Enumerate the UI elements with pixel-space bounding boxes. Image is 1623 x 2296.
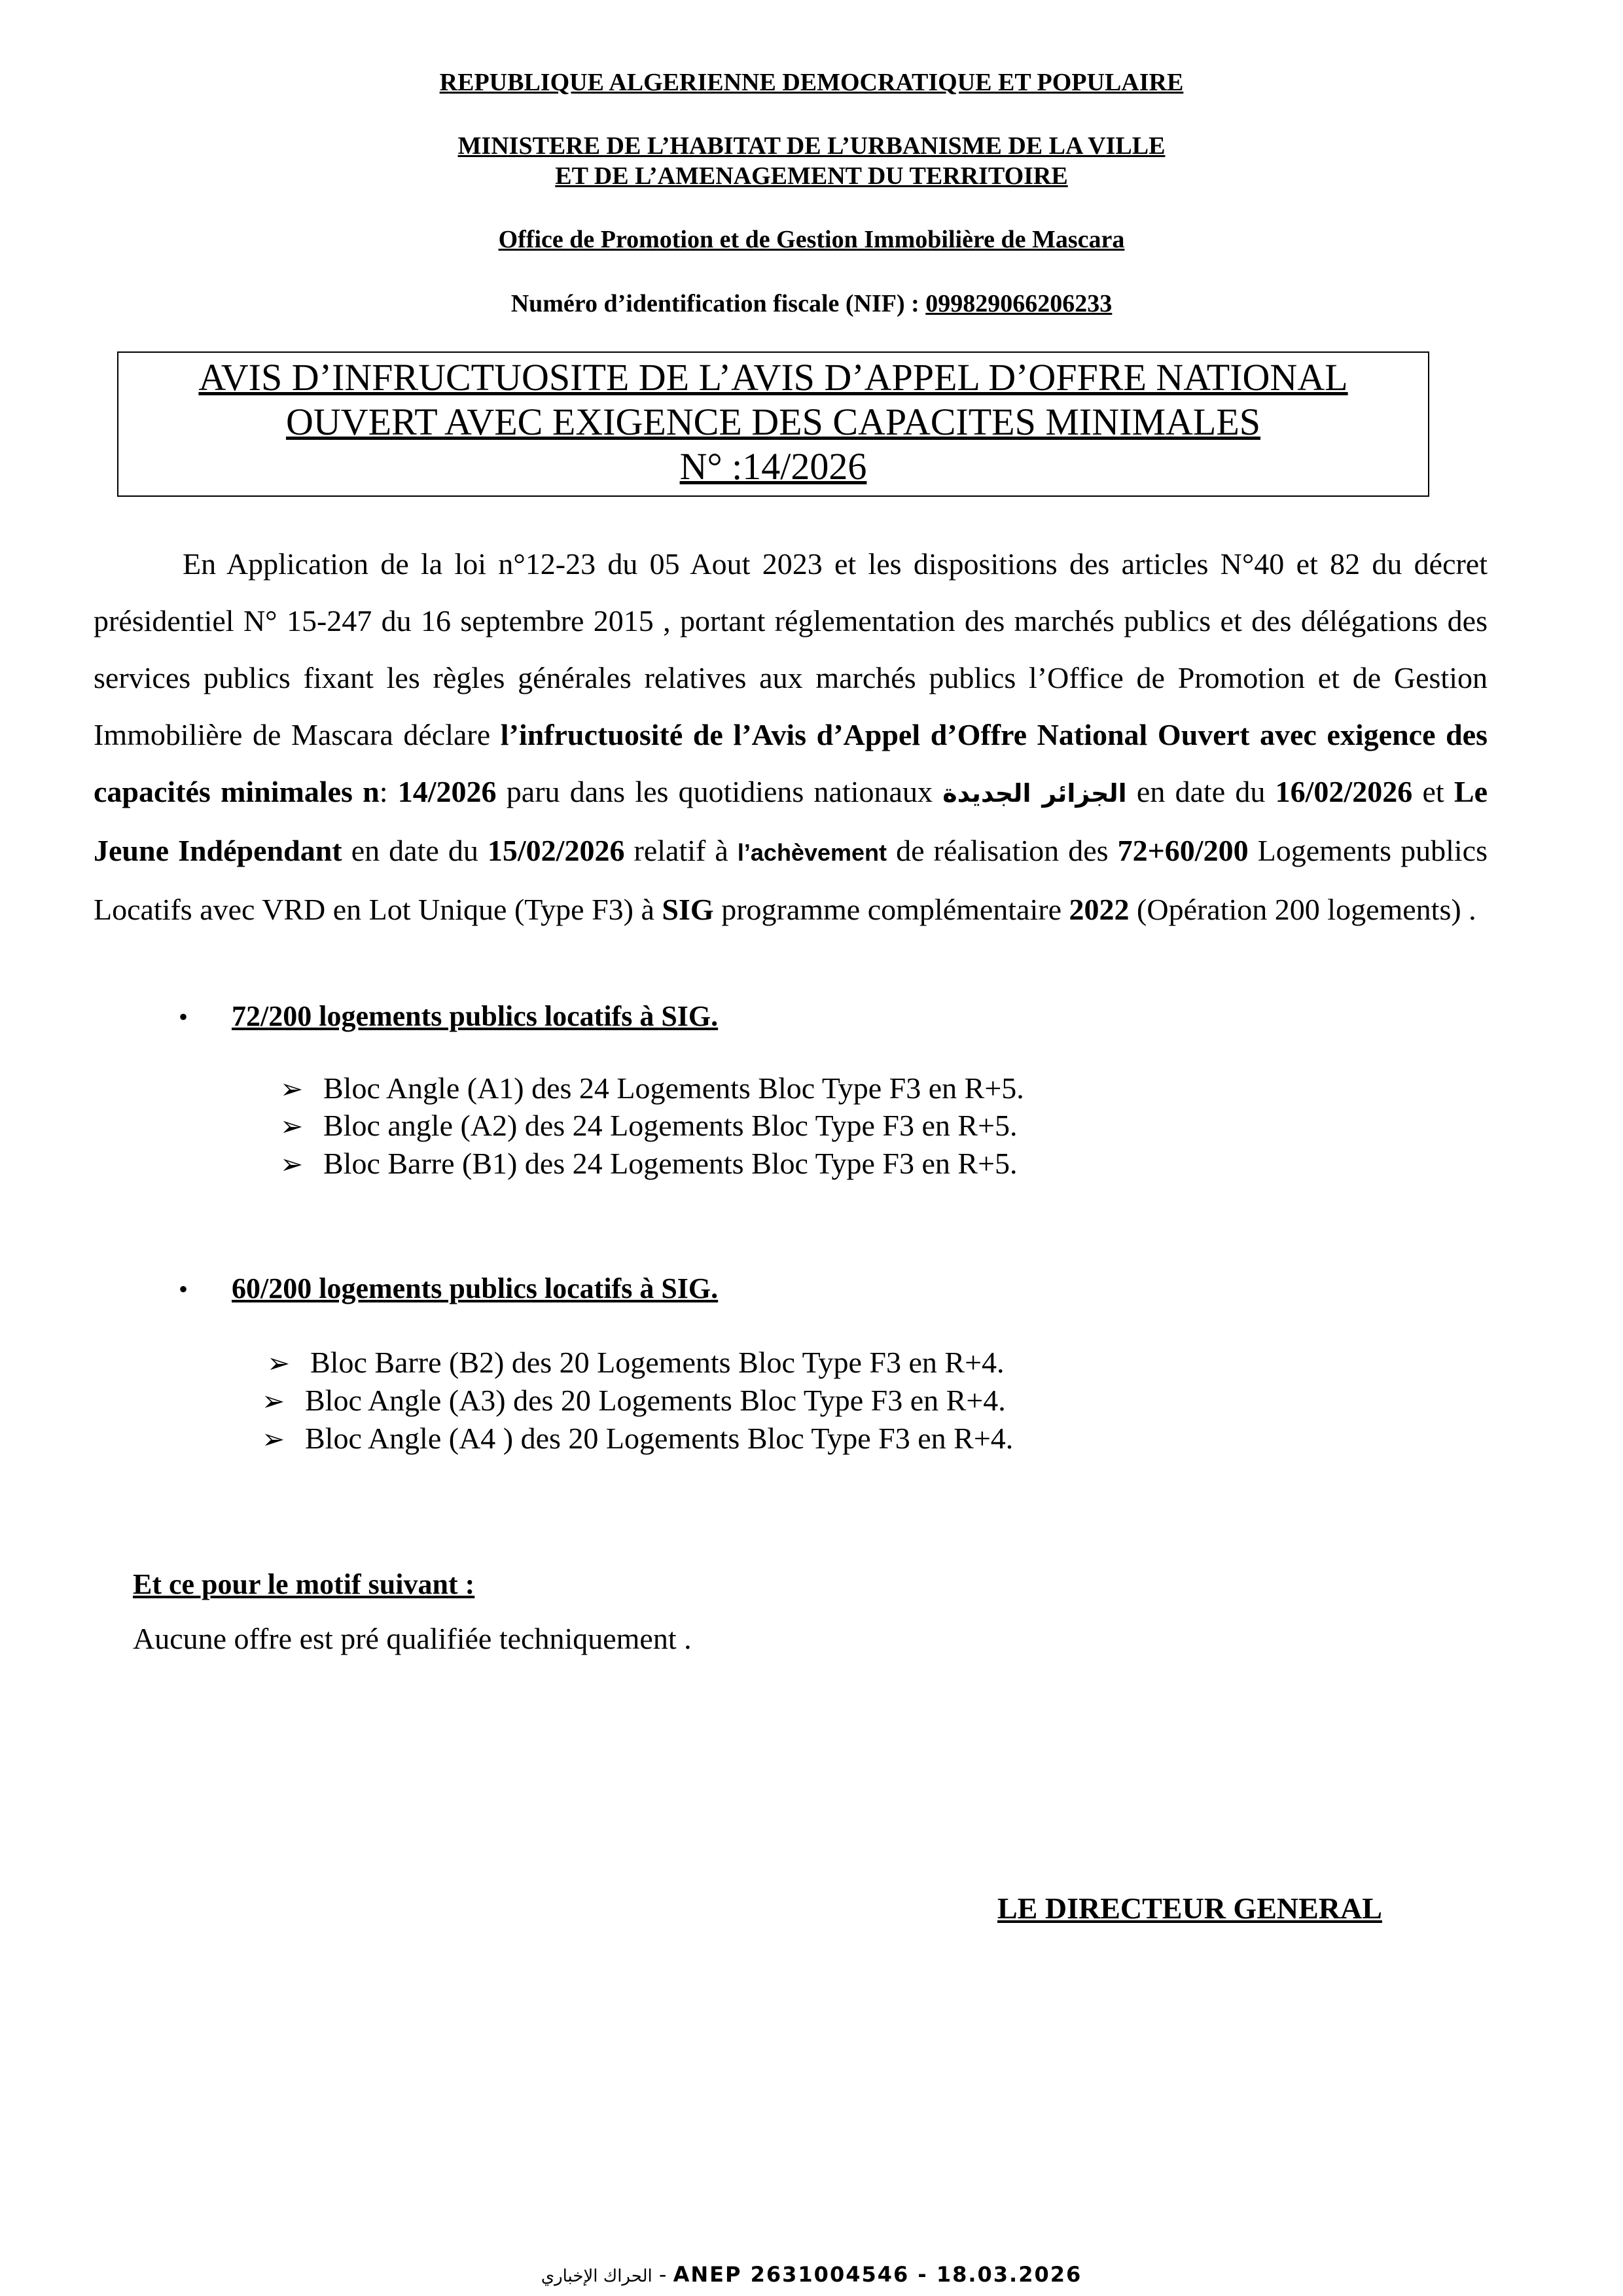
body-text bbox=[94, 535, 1488, 938]
header-republic: REPUBLIQUE ALGERIENNE DEMOCRATIQUE ET POPULAIRE bbox=[439, 69, 1184, 96]
section1-item-text: Bloc Barre (B1) des 24 Logements Bloc Type F3 en R+5. bbox=[323, 1147, 1018, 1180]
title-line2: OUVERT AVEC EXIGENCE DES CAPACITES MINIMALES bbox=[285, 401, 1261, 443]
body-year: 2022 bbox=[1069, 893, 1130, 926]
section1-item bbox=[280, 1107, 1018, 1145]
body-date2: 15/02/2026 bbox=[487, 834, 625, 867]
section1-bullet: • bbox=[179, 1002, 188, 1031]
body-published: paru dans les quotidiens nationaux bbox=[496, 775, 943, 808]
footer-arabic: الحراك الإخباري bbox=[541, 2267, 652, 2286]
nif-value: 099829066206233 bbox=[925, 290, 1113, 317]
section2-bullet: • bbox=[179, 1274, 188, 1304]
body-infructuosite: l’infructuosité de l’Avis d’Appel d’Offre National Ouvert avec exigence des capacités minimales n bbox=[94, 718, 1488, 808]
arrow-icon: ➢ bbox=[280, 1150, 304, 1180]
section1-title: 72/200 logements publics locatifs à SIG. bbox=[232, 1000, 719, 1032]
header-nif bbox=[0, 289, 1623, 319]
section2-title: 60/200 logements publics locatifs à SIG. bbox=[232, 1272, 719, 1304]
arrow-icon: ➢ bbox=[267, 1349, 291, 1379]
header-ministry-line2: ET DE L’AMENAGEMENT DU TERRITOIRE bbox=[555, 162, 1068, 190]
body-text-realisation: de réalisation des bbox=[887, 834, 1118, 867]
body-achevement: l’achèvement bbox=[737, 839, 887, 866]
body-colon: : bbox=[379, 775, 398, 808]
nif-label: Numéro d’identification fiscale (NIF) : bbox=[510, 290, 926, 317]
motif-title: Et ce pour le motif suivant : bbox=[133, 1568, 475, 1600]
body-text-operation: (Opération 200 logements) . bbox=[1129, 893, 1476, 926]
body-text-date2: en date du bbox=[342, 834, 488, 867]
body-arabic-newspaper: الجزائر الجديدة bbox=[942, 779, 1127, 808]
section1-item-text: Bloc angle (A2) des 24 Logements Bloc Type F3 en R+5. bbox=[323, 1109, 1018, 1142]
body-text-date1: en date du bbox=[1126, 775, 1275, 808]
body-text-relatif: relatif à bbox=[624, 834, 738, 867]
arrow-icon: ➢ bbox=[262, 1425, 285, 1455]
section2-item-text: Bloc Angle (A3) des 20 Logements Bloc Type F3 en R+4. bbox=[305, 1384, 1006, 1417]
header-office: Office de Promotion et de Gestion Immobilière de Mascara bbox=[498, 226, 1125, 253]
body-text-logements: Logements publics Locatifs avec VRD en Lot Unique (Type F3) à bbox=[94, 834, 1488, 926]
arrow-icon: ➢ bbox=[262, 1387, 285, 1417]
body-text-and: et bbox=[1412, 775, 1454, 808]
body-housing-count: 72+60/200 bbox=[1117, 834, 1249, 867]
title-line1: AVIS D’INFRUCTUOSITE DE L’AVIS D’APPEL D’OFFRE NATIONAL bbox=[198, 356, 1348, 399]
footer-code: ANEP 2631004546 - 18.03.2026 bbox=[673, 2262, 1082, 2287]
body-paragraph bbox=[94, 535, 1488, 938]
motif-text: Aucune offre est pré qualifiée techniquement . bbox=[133, 1622, 692, 1655]
section1-item bbox=[280, 1070, 1024, 1108]
section2-item bbox=[262, 1382, 1006, 1420]
body-newspaper2: Le Jeune Indépendant bbox=[94, 775, 1488, 867]
section1-item-text: Bloc Angle (A1) des 24 Logements Bloc Type F3 en R+5. bbox=[323, 1071, 1024, 1105]
section2-item bbox=[267, 1344, 1005, 1382]
section1-item bbox=[280, 1145, 1018, 1183]
section2-item-text: Bloc Barre (B2) des 20 Logements Bloc Type F3 en R+4. bbox=[310, 1346, 1005, 1379]
header-ministry-line1: MINISTERE DE L’HABITAT DE L’URBANISME DE LA VILLE bbox=[457, 132, 1166, 160]
signature-title: LE DIRECTEUR GENERAL bbox=[997, 1892, 1382, 1925]
title-line3: N° :14/2026 bbox=[679, 445, 867, 488]
body-notice-number: 14/2026 bbox=[397, 775, 497, 808]
body-sig: SIG bbox=[662, 893, 714, 926]
body-text-programme: programme complémentaire bbox=[713, 893, 1069, 926]
footer-separator: - bbox=[652, 2262, 673, 2287]
arrow-icon: ➢ bbox=[280, 1075, 304, 1105]
body-date1: 16/02/2026 bbox=[1275, 775, 1413, 808]
footer bbox=[0, 2261, 1623, 2289]
body-text-intro: En Application de la loi n°12-23 du 05 Aout 2023 et les dispositions des articles N°40 et 82 du décret présidentiel N° 15-247 du 16 septembre 2015 , portant réglementation des marchés publics et des délégations des services publics fixant les règles générales relatives aux marchés publics l’Office de Promotion et de Gestion Immobilière de Mascara déclare bbox=[94, 547, 1488, 751]
section2-item bbox=[262, 1420, 1013, 1458]
title-box bbox=[117, 351, 1429, 497]
section2-item-text: Bloc Angle (A4 ) des 20 Logements Bloc Type F3 en R+4. bbox=[305, 1422, 1014, 1455]
arrow-icon: ➢ bbox=[280, 1112, 304, 1142]
